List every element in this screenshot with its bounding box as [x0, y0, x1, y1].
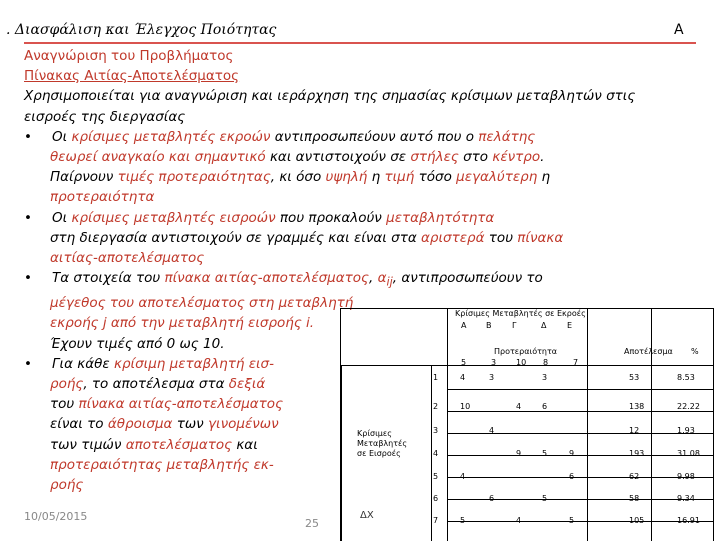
matrix-cell-result: 58 — [629, 494, 640, 503]
bullet-dot: • — [24, 355, 32, 372]
heading-matrix: Πίνακας Αιτίας-Αποτελέσματος — [24, 68, 240, 85]
matrix-cell-pct: 16.91 — [677, 516, 700, 525]
matrix-cell-c: 4 — [516, 516, 522, 525]
percent-label: % — [691, 347, 699, 356]
matrix-cell-id: 4 — [433, 449, 439, 458]
matrix-cell-result: 12 — [629, 426, 640, 435]
result-label: Αποτέλεσμα — [624, 347, 673, 356]
matrix-cell-id: 6 — [433, 494, 439, 503]
footer-source: ΔΧ — [360, 510, 374, 521]
bullet-dot: • — [24, 128, 32, 145]
matrix-cell-pct: 31.08 — [677, 449, 700, 458]
col-d: Δ — [541, 321, 547, 330]
matrix-cell-id: 3 — [433, 426, 439, 435]
inputs-label-2: Μεταβλητές — [357, 439, 408, 448]
matrix-cell-result: 53 — [629, 373, 640, 382]
bullet-result: • Για κάθε κρίσιμη μεταβλητή εισ- ροής, το αποτέλεσμα στα δεξιά του πίνακα αιτίας-αποτελέσματος είναι το άθροισμα των γινομένων των τιμών αποτελέσματος και προτεραιότητας μεταβλητής εκ- ροής — [24, 355, 283, 493]
cause-effect-matrix — [340, 308, 714, 541]
bullet-inputs: • Οι κρίσιμες μεταβλητές εισροών που προκαλούν μεταβλητότητα στη διεργασία αντιστοιχούν σε γραμμές και είναι στα αριστερά του πίνακα αιτίας-αποτελέσματος — [24, 209, 564, 267]
bullet-dot: • — [24, 209, 32, 226]
matrix-cell-b: 6 — [489, 494, 495, 503]
matrix-cell-pct: 9.98 — [677, 472, 695, 481]
inputs-label-1: Κρίσιμες — [357, 429, 392, 438]
intro-line-2: εισροές της διεργασίας — [24, 108, 186, 125]
col-c: Γ — [512, 321, 517, 330]
priority-b: 3 — [491, 358, 497, 367]
footer-page-number: 25 — [305, 517, 319, 530]
matrix-cell-e: 9 — [569, 449, 575, 458]
col-a: Α — [461, 321, 467, 330]
matrix-cell-result: 193 — [629, 449, 645, 458]
matrix-cell-result: 105 — [629, 516, 645, 525]
matrix-cell-pct: 8.53 — [677, 373, 695, 382]
matrix-cell-pct: 9.34 — [677, 494, 695, 503]
outputs-header: Κρίσιμες Μεταβλητές σε Εκροές — [455, 309, 586, 318]
matrix-cell-b: 4 — [489, 426, 495, 435]
col-e: Ε — [567, 321, 573, 330]
matrix-cell-a: 4 — [460, 472, 466, 481]
matrix-cell-c: 9 — [516, 449, 522, 458]
slide-header-letter: Α — [674, 22, 684, 38]
matrix-cell-a: 10 — [460, 402, 471, 411]
matrix-cell-c: 4 — [516, 402, 522, 411]
matrix-cell-e: 5 — [569, 516, 575, 525]
priority-label: Προτεραιότητα — [494, 347, 558, 356]
matrix-cell-id: 2 — [433, 402, 439, 411]
matrix-cell-id: 7 — [433, 516, 439, 525]
inputs-label-3: σε Εισροές — [357, 449, 401, 458]
matrix-cell-d: 3 — [542, 373, 548, 382]
matrix-cell-b: 3 — [489, 373, 495, 382]
matrix-cell-d: 6 — [542, 402, 548, 411]
slide-header-title: . Διασφάλιση και Έλεγχος Ποιότητας — [6, 22, 277, 38]
matrix-cell-a: 5 — [460, 516, 466, 525]
priority-c: 10 — [516, 358, 527, 367]
matrix-cell-pct: 1.93 — [677, 426, 695, 435]
col-b: Β — [486, 321, 492, 330]
priority-e: 7 — [573, 358, 579, 367]
priority-d: 8 — [543, 358, 549, 367]
heading-problem: Αναγνώριση του Προβλήματος — [24, 48, 234, 64]
matrix-cell-a: 4 — [460, 373, 466, 382]
matrix-cell-d: 5 — [542, 494, 548, 503]
intro-line-1: Χρησιμοποιείται για αναγνώριση και ιεράρχηση της σημασίας κρίσιμων μεταβλητών στις — [24, 88, 636, 105]
matrix-cell-pct: 22.22 — [677, 402, 700, 411]
priority-a: 5 — [461, 358, 467, 367]
matrix-cell-d: 5 — [542, 449, 548, 458]
header-divider — [24, 42, 696, 44]
bullet-elements: • Τα στοιχεία του πίνακα αιτίας-αποτελέσματος, $\alpha_{ij}$, αντιπροσωπεύουν το μέγεθος του αποτελέσματος στη μεταβλητή εκροής j από την μεταβλητή εισροής i. Έχουν τιμές από 0 ως 10. — [24, 270, 543, 352]
matrix-cell-id: 1 — [433, 373, 439, 382]
bullet-outputs: • Οι κρίσιμες μεταβλητές εκροών αντιπροσωπεύουν αυτό που ο πελάτης θεωρεί αναγκαίο και σημαντικό και αντιστοιχούν σε στήλες στο κέντρο. Παίρνουν τιμές προτεραιότητας, κι όσο υψηλή η τιμή τόσο μεγαλύτερη η προτεραιότητα — [24, 128, 551, 206]
matrix-cell-e: 6 — [569, 472, 575, 481]
matrix-cell-result: 62 — [629, 472, 640, 481]
bullet-dot: • — [24, 270, 32, 287]
footer-date: 10/05/2015 — [24, 510, 88, 523]
matrix-cell-result: 138 — [629, 402, 645, 411]
matrix-cell-id: 5 — [433, 472, 439, 481]
